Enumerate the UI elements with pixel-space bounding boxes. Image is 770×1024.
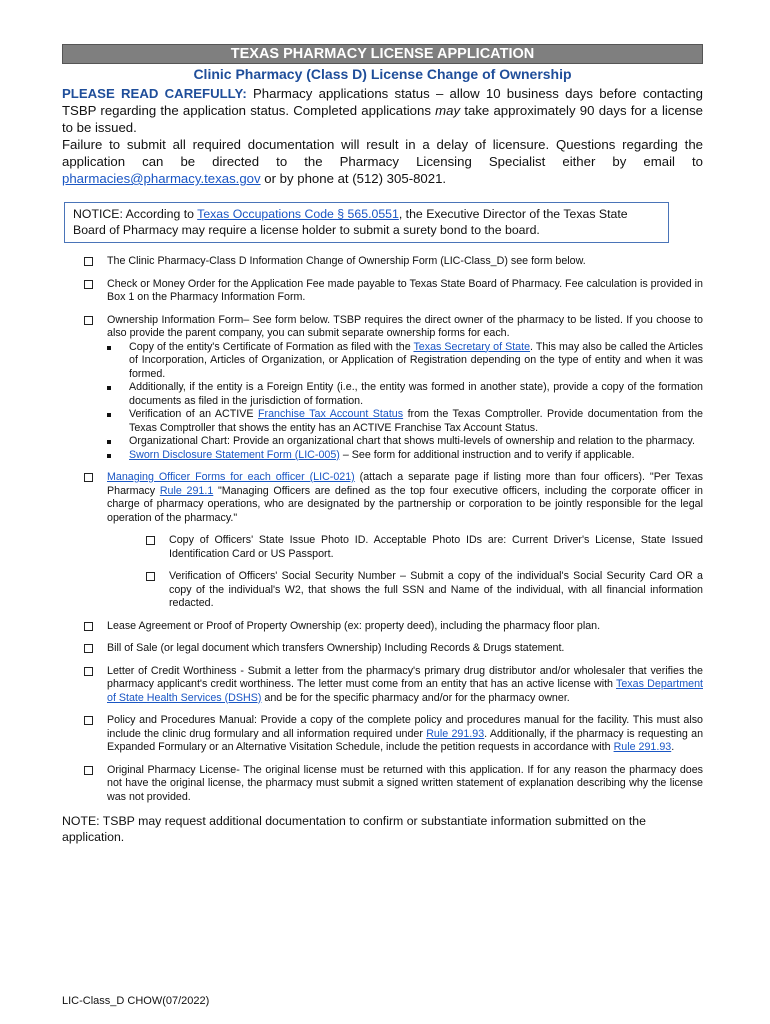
bullet-text: from the Texas Comptroller. Provide documentation from the Texas Comptroller that shows the entity has an ACTIVE Franchise Tax Account Status. xyxy=(129,408,704,434)
checkbox[interactable] xyxy=(84,644,93,653)
checklist-item-text: Original Pharmacy License- The original license must be returned with this application. If for any reason the pharmacy does not have the original license, the pharmacy must submit a signed written statement of explanation describing why the license was not provided. xyxy=(107,763,703,803)
bullet-icon xyxy=(107,449,129,463)
checklist-item-text: Copy of Officers' State Issue Photo ID. Acceptable Photo IDs are: Current Driver's License, State Issued Identification Card or US Passport. xyxy=(169,534,703,560)
intro-text: Pharmacy applications status – allow 10 business days before contacting TSBP regarding the application status. Completed applications xyxy=(62,86,703,118)
checkbox[interactable] xyxy=(84,473,93,482)
checklist-item-text: The Clinic Pharmacy-Class D Information Change of Ownership Form (LIC-Class_D) see form below. xyxy=(107,255,586,267)
checklist-item-text xyxy=(107,314,703,463)
notice-box xyxy=(64,202,669,243)
intro-text: or by phone at (512) 305-8021. xyxy=(260,171,447,186)
rule-291-93-link[interactable]: Rule 291.93 xyxy=(613,741,672,753)
checklist-item-text: Bill of Sale (or legal document which transfers Ownership) Including Records & Drugs statement. xyxy=(107,642,565,654)
bullet-text: – See form for additional instruction and to verify if applicable. xyxy=(339,448,635,461)
checklist xyxy=(62,255,703,804)
bullet-item xyxy=(107,408,703,435)
bullet-icon xyxy=(107,341,129,382)
page-title: TEXAS PHARMACY LICENSE APPLICATION xyxy=(62,44,703,64)
bullet-text: Copy of the entity's Certificate of Formation as filed with the xyxy=(129,340,414,353)
checklist-subitem xyxy=(124,570,703,611)
email-link[interactable]: pharmacies@pharmacy.texas.gov xyxy=(62,171,261,186)
checklist-item xyxy=(62,314,703,463)
checklist-item-text: Verification of Officers' Social Security Number – Submit a copy of the individual's Social Security Card OR a copy of the individual's W2, that shows the full SSN and Name of the individual, with all financial information redacted. xyxy=(169,570,703,609)
bullet-icon xyxy=(107,435,129,449)
checklist-item xyxy=(62,764,703,805)
page-subtitle: Clinic Pharmacy (Class D) License Change of Ownership xyxy=(193,66,572,82)
bullet-item xyxy=(107,449,703,463)
checklist-item xyxy=(62,255,703,269)
franchise-tax-link[interactable]: Franchise Tax Account Status xyxy=(257,408,404,420)
checkbox[interactable] xyxy=(84,257,93,266)
item-text: . xyxy=(671,741,675,753)
intro-paragraph-1 xyxy=(62,85,703,136)
checkbox[interactable] xyxy=(146,536,155,545)
rule-291-93-link[interactable]: Rule 291.93 xyxy=(426,727,485,740)
checklist-item xyxy=(62,714,703,755)
checkbox[interactable] xyxy=(84,716,93,725)
document-page xyxy=(62,44,703,845)
dshs-link[interactable]: Texas Department of State Health Services (DSHS) xyxy=(107,678,703,704)
occupations-code-link[interactable]: Texas Occupations Code § 565.0551 xyxy=(197,207,399,221)
notice-text: NOTICE: According to xyxy=(73,207,198,221)
checklist-item-text: Check or Money Order for the Application Fee made payable to Texas State Board of Pharmacy. Fee calculation is provided in Box 1 on the Pharmacy Information Form. xyxy=(107,277,703,303)
intro-section xyxy=(62,85,703,187)
notice-text: , the Executive Director of the Texas State Board of Pharmacy may require a license holder to submit a surety bond to the board. xyxy=(73,207,628,237)
item-text: Letter of Credit Worthiness - Submit a letter from the pharmacy's primary drug distributor and/or wholesaler that verifies the pharmacy applicant's credit worthiness. The letter must come from an entity that has an active license with xyxy=(107,664,703,690)
intro-paragraph-2 xyxy=(62,136,703,187)
note-text: NOTE: TSBP may request additional documentation to confirm or substantiate information submitted on the application. xyxy=(62,814,646,844)
checklist-item xyxy=(62,665,703,706)
bullet-item xyxy=(107,341,703,382)
checklist-item-text xyxy=(107,471,703,525)
bullet-text: Organizational Chart: Provide an organizational chart that shows multi-levels of ownership and relation to the pharmacy. xyxy=(129,435,695,447)
bullet-text: . This may also be called the Articles of Incorporation, Articles of Organization, or Application of Registration depending on the type of entity and when it was formed. xyxy=(129,340,703,380)
item-text: and be for the specific pharmacy and/or for the pharmacy owner. xyxy=(261,691,570,704)
checklist-item xyxy=(62,642,703,656)
read-carefully-label: PLEASE READ CAREFULLY: xyxy=(62,86,247,101)
managing-officer-forms-link[interactable]: Managing Officer Forms for each officer (LIC-021) xyxy=(107,471,355,483)
bullet-text: Verification of an ACTIVE xyxy=(129,408,258,420)
checklist-subitem xyxy=(124,534,703,561)
checklist-item xyxy=(62,278,703,305)
bullet-item xyxy=(107,435,703,449)
bullet-text: Additionally, if the entity is a Foreign Entity (i.e., the entity was formed in another state), provide a copy of the formation documents as filed in the jurisdiction of formation. xyxy=(129,381,703,407)
ownership-bullets xyxy=(107,341,703,463)
bullet-item xyxy=(107,381,703,408)
rule-291-1-link[interactable]: Rule 291.1 xyxy=(159,484,214,497)
checkbox[interactable] xyxy=(84,316,93,325)
checkbox[interactable] xyxy=(146,572,155,581)
secretary-of-state-link[interactable]: Texas Secretary of State xyxy=(413,340,531,353)
checklist-item-text xyxy=(107,665,703,706)
checkbox[interactable] xyxy=(84,280,93,289)
intro-text: Failure to submit all required documentation will result in a delay of licensure. Questions regarding the application can be directed to the Pharmacy Licensing Specialist either by email to xyxy=(62,137,703,169)
intro-text: take approximately 90 days for a license to be issued. xyxy=(62,103,703,135)
checkbox[interactable] xyxy=(84,667,93,676)
item-text: (attach a separate page if listing more than four officers). "Per Texas Pharmacy xyxy=(107,471,703,497)
intro-emphasis: may xyxy=(435,103,461,118)
item-text: Policy and Procedures Manual: Provide a copy of the complete policy and procedures manual for the facility. This must also include the clinic drug formulary and all information required under xyxy=(107,714,703,740)
ownership-form-text: Ownership Information Form– See form below. TSBP requires the direct owner of the pharmacy to be listed. If you choose to also provide the parent company, you can submit separate ownership forms for each. xyxy=(107,313,703,339)
checklist-item-text: Lease Agreement or Proof of Property Ownership (ex: property deed), including the pharmacy floor plan. xyxy=(107,619,601,632)
checkbox[interactable] xyxy=(84,622,93,631)
footer-form-id: LIC-Class_D CHOW(07/2022) xyxy=(62,995,210,1007)
checkbox[interactable] xyxy=(84,766,93,775)
checklist-item xyxy=(62,620,703,634)
sworn-disclosure-link[interactable]: Sworn Disclosure Statement Form (LIC-005) xyxy=(129,448,340,461)
bullet-icon xyxy=(107,408,129,435)
bullet-icon xyxy=(107,381,129,408)
item-text: "Managing Officers are defined as the top four executive officers, including the corporate officer in charge of pharmacy operations, who are designated by the partnership or corporation to be jointly responsible for the legal operation of the pharmacy." xyxy=(107,484,703,524)
checklist-item-text xyxy=(107,714,703,755)
checklist-item xyxy=(62,471,703,525)
item-text: . Additionally, if the pharmacy is requesting an Expanded Formulary or an Alternative Visitation Schedule, include the petition requests in accordance with xyxy=(107,727,704,753)
